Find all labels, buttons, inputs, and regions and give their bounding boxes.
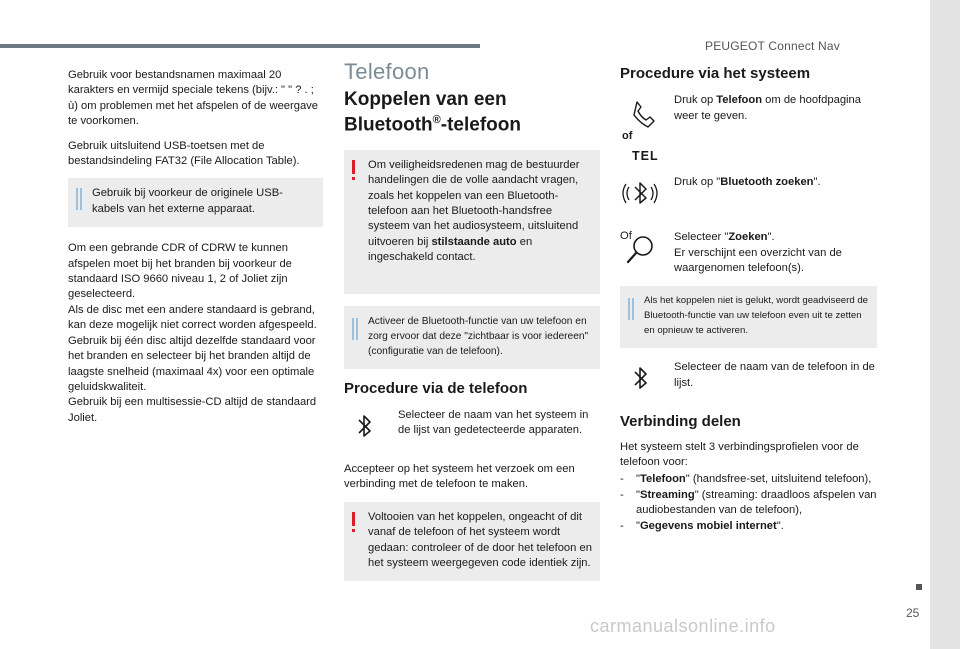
paragraph: Het systeem stelt 3 verbindingsprofielen voor de telefoon voor: [620, 440, 859, 469]
list-dash: - [620, 488, 624, 501]
section-title: Telefoon [344, 59, 430, 84]
step-emphasis: Bluetooth zoeken [720, 175, 814, 188]
watermark: carmanualsonline.info [590, 616, 776, 636]
list-item [620, 488, 877, 519]
list-item [620, 472, 877, 487]
info-box [68, 178, 323, 227]
step-text: Selecteer " [674, 231, 729, 244]
list-text: " [636, 488, 640, 501]
list-item [620, 519, 877, 534]
column-1 [68, 68, 323, 426]
profile-list [620, 472, 877, 534]
warning-box [344, 150, 600, 294]
warning-icon [352, 512, 355, 526]
or-label: Of [620, 229, 632, 242]
info-text: Gebruik bij voorkeur de originele USB-kabels van het externe apparaat. [92, 187, 283, 215]
subsection-title: Procedure via het systeem [620, 65, 811, 82]
list-text: " (handsfree-set, uitsluitend telefoon), [685, 473, 872, 486]
step-text: ". [767, 231, 775, 244]
column-2 [344, 59, 600, 593]
paragraph: Accepteer op het systeem het verzoek om een verbinding met de telefoon te maken. [344, 462, 575, 491]
search-icon [620, 230, 660, 270]
step-phone [620, 93, 877, 143]
paragraph-group [68, 241, 323, 426]
column-3 [620, 64, 877, 534]
info-box [344, 306, 600, 369]
step-bluetooth-search [620, 175, 877, 225]
warning-emphasis: stilstaande auto [431, 235, 517, 248]
list-emphasis: Telefoon [639, 473, 686, 486]
page-header: PEUGEOT Connect Nav [705, 39, 840, 53]
of-label: of [622, 130, 633, 143]
list-emphasis: Streaming [639, 488, 695, 501]
step-text: Druk op [674, 94, 717, 107]
warning-text: Om veiligheidsredenen mag de bestuurder handelingen die de volle aandacht vragen, zoals het koppelen van een Bluetooth-telefoon aan het Bluetooth-handsfree systeem van het audiosysteem, uitsluitend uitvoeren bij [368, 158, 580, 248]
title-part: Koppelen van een [344, 89, 507, 111]
info-icon [76, 188, 82, 210]
info-icon [352, 318, 358, 340]
step-text: Er verschijnt een overzicht van de waargenomen telefoon(s). [674, 246, 842, 275]
paragraph: Gebruik uitsluitend USB-toetsen met de bestandsindeling FAT32 (File Allocation Table). [68, 139, 300, 168]
step-text: Druk op " [674, 175, 721, 188]
title-part: -telefoon [440, 114, 521, 136]
step-text: Selecteer de naam van het systeem in de lijst van gedetecteerde apparaten. [398, 408, 589, 437]
subsection-title [344, 89, 600, 135]
step-select-system [344, 408, 600, 452]
list-text: ". [776, 519, 784, 532]
paragraph: Als de disc met een andere standaard is gebrand, kan deze mogelijk niet correct worden afgespeeld. [68, 303, 317, 332]
info-text: Als het koppelen niet is gelukt, wordt geadviseerd de Bluetooth-functie van uw telefoon even uit te zetten en opnieuw te activeren. [644, 295, 868, 336]
title-sup: ® [432, 114, 441, 127]
page-number: 25 [906, 606, 920, 620]
bluetooth-icon [620, 360, 660, 400]
warning-text: Voltooien van het koppelen, ongeacht of dit vanaf de telefoon of het systeem wordt gedaan: controleer of de door het telefoon en het systeem weergegeven code identiek zijn. [368, 510, 592, 570]
list-text: " (streaming: draadloos afspelen van audiobestanden van de telefoon), [636, 488, 877, 517]
paragraph: Om een gebrande CDR of CDRW te kunnen afspelen moet bij het branden bij voorkeur de standaard ISO 9660 niveau 1, 2 of Joliet zijn geselecteerd. [68, 242, 292, 301]
phone-icon [624, 93, 664, 133]
paragraph: Gebruik bij een multisessie-CD altijd de standaard Joliet. [68, 396, 317, 424]
paragraph: Gebruik voor bestandsnamen maximaal 20 karakters en vermijd speciale tekens (bijv.: " " ? . ; ù) om problemen met het afspelen of de weergave te voorkomen. [68, 69, 318, 128]
list-text: " [636, 473, 640, 486]
step-search [620, 230, 877, 276]
warning-icon [352, 160, 355, 174]
page-side-strip [930, 0, 960, 649]
info-text: Activeer de Bluetooth-functie van uw telefoon en zorg ervoor dat deze "zichtbaar is voor iedereen" (configuratie van de telefoon). [368, 315, 589, 357]
warning-text: en ingeschakeld contact. [368, 235, 533, 264]
bluetooth-icon [344, 408, 384, 448]
step-select-phone [620, 360, 877, 404]
list-dash: - [620, 519, 624, 532]
bluetooth-search-icon [620, 175, 660, 215]
tel-label: TEL [632, 149, 659, 164]
info-icon [628, 298, 634, 320]
page-marker [916, 584, 922, 590]
step-text: om de hoofdpagina weer te geven. [674, 94, 861, 122]
subsection-title: Procedure via de telefoon [344, 379, 528, 397]
warning-box [344, 502, 600, 582]
info-box [620, 286, 877, 348]
list-dash: - [620, 473, 624, 486]
paragraph: Gebruik bij één disc altijd dezelfde standaard voor het branden en selecteer bij het branden altijd de laagste snelheid (maximaal 4x) voor een optimale geluidskwaliteit. [68, 334, 316, 393]
step-text: ". [813, 175, 821, 188]
header-rule [0, 44, 480, 48]
title-part: Bluetooth [344, 114, 433, 136]
step-text: Selecteer de naam van de telefoon in de lijst. [674, 361, 875, 389]
subsection-title: Verbinding delen [620, 413, 741, 431]
list-text: " [636, 519, 640, 532]
step-emphasis: Zoeken [728, 231, 768, 244]
step-emphasis: Telefoon [716, 94, 763, 107]
list-emphasis: Gegevens mobiel internet [639, 519, 777, 532]
